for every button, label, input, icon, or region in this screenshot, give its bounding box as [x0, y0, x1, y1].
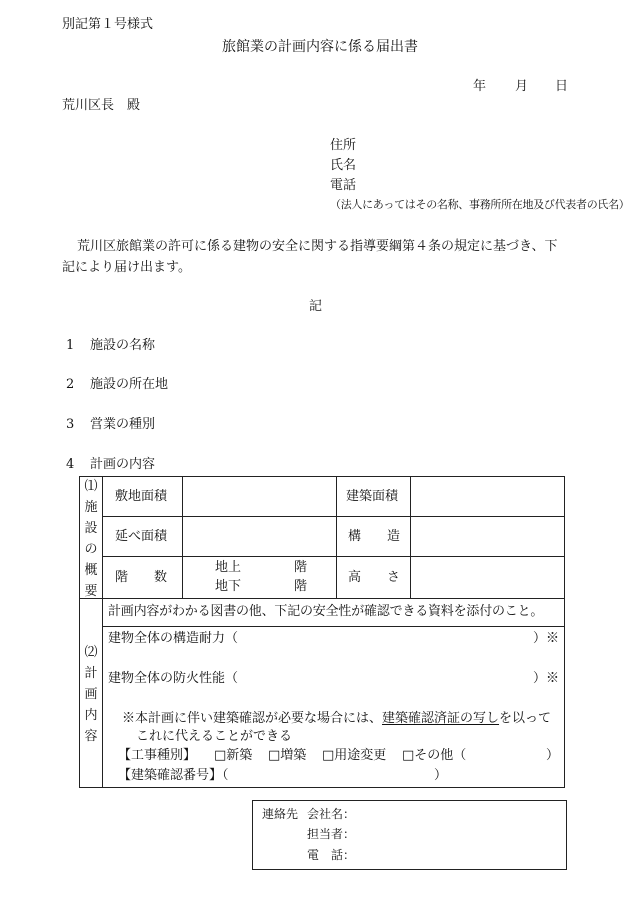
confirmation-note-line-2: これに代えることができる: [136, 729, 293, 744]
address-label: 住所: [330, 138, 357, 153]
section-1-char: 概: [84, 563, 98, 578]
item-number-4: 4: [66, 457, 75, 472]
building-area-label: 建築面積: [346, 489, 399, 504]
phone-label: 電話: [330, 178, 357, 193]
work-type-extension-checkbox[interactable]: □増築: [268, 748, 307, 763]
table-divider: [102, 626, 565, 627]
work-type-change-use-checkbox[interactable]: □用途変更: [322, 748, 387, 763]
date-year: 年: [473, 79, 487, 94]
table-divider: [410, 476, 411, 598]
item-label-business-type: 営業の種別: [90, 417, 156, 432]
body-line-2: 記により届け出ます。: [62, 260, 191, 275]
structural-strength-label: 建物全体の構造耐力（: [108, 631, 239, 646]
floor-unit-label: 階: [294, 579, 308, 594]
date-day: 日: [555, 79, 569, 94]
structural-strength-mark: ）※: [533, 631, 560, 646]
section-2-char: 計: [84, 666, 98, 681]
table-divider: [336, 476, 337, 598]
form-id: 別記第１号様式: [62, 17, 154, 32]
contact-box: [252, 800, 567, 870]
section-1-char: 要: [84, 584, 98, 599]
above-ground-label: 地上: [215, 560, 242, 575]
table-divider: [102, 556, 565, 557]
section-1-char: 設: [84, 521, 98, 536]
body-line-1: 荒川区旅館業の許可に係る建物の安全に関する指導要綱第４条の規定に基づき、下: [77, 239, 558, 254]
item-number-3: 3: [66, 417, 75, 432]
section-1-char: の: [84, 542, 98, 557]
confirmation-note: [122, 712, 551, 725]
fire-performance-label: 建物全体の防火性能（: [108, 671, 239, 686]
floor-unit-label: 階: [294, 560, 308, 575]
section-2-char: 画: [84, 687, 98, 702]
confirmation-number-close: ）: [434, 768, 448, 783]
floor-area-label: 延べ面積: [115, 529, 168, 544]
item-label-plan-content: 計画の内容: [90, 457, 156, 472]
contact-label: 連絡先: [262, 807, 299, 821]
ki-heading: 記: [309, 299, 323, 314]
work-type-label: 【工事種別】: [118, 748, 197, 763]
confirmation-note-text: を以って: [499, 711, 552, 726]
confirmation-number-label: 【建築確認番号】（: [118, 768, 229, 783]
section-1-heading: [82, 476, 100, 602]
table-divider: [102, 516, 565, 517]
confirmation-certificate-copy: 建築確認済証の写し: [382, 711, 500, 726]
section-2-heading: [82, 642, 100, 747]
section-2-char: ⑵: [84, 645, 98, 660]
date-month: 月: [515, 79, 529, 94]
section-1-char: 施: [84, 500, 98, 515]
item-label-facility-location: 施設の所在地: [90, 377, 169, 392]
section-2-char: 内: [84, 708, 98, 723]
contact-person-label: 担当者：: [307, 827, 356, 841]
structure-label: 構 造: [348, 529, 401, 544]
section-1-char: ⑴: [84, 479, 98, 494]
name-label: 氏名: [330, 158, 357, 173]
site-area-label: 敷地面積: [115, 489, 168, 504]
confirmation-note-text: ※本計画に伴い建築確認が必要な場合には、: [122, 711, 383, 726]
below-ground-label: 地下: [215, 579, 242, 594]
attach-note: 計画内容がわかる図書の他、下記の安全性が確認できる資料を添付のこと。: [108, 604, 544, 619]
contact-phone-label: 電 話：: [307, 848, 356, 862]
table-divider: [102, 476, 103, 788]
addressee: 荒川区長 殿: [62, 98, 141, 113]
table-divider: [182, 476, 183, 598]
work-type-other-checkbox[interactable]: □その他（: [402, 748, 467, 763]
floors-label: 階 数: [115, 570, 168, 585]
item-label-facility-name: 施設の名称: [90, 338, 156, 353]
item-number-1: 1: [66, 338, 75, 353]
item-number-2: 2: [66, 377, 75, 392]
fire-performance-mark: ）※: [533, 671, 560, 686]
applicant-note: （法人にあってはその名称、事務所所在地及び代表者の氏名）: [330, 198, 630, 211]
section-2-char: 容: [84, 729, 98, 744]
height-label: 高 さ: [348, 570, 401, 585]
work-type-new-checkbox[interactable]: □新築: [214, 748, 253, 763]
table-divider: [79, 598, 565, 599]
page-title: 旅館業の計画内容に係る届出書: [222, 39, 418, 55]
work-type-close: ）: [546, 748, 560, 763]
contact-company-label: 会社名：: [307, 807, 356, 821]
